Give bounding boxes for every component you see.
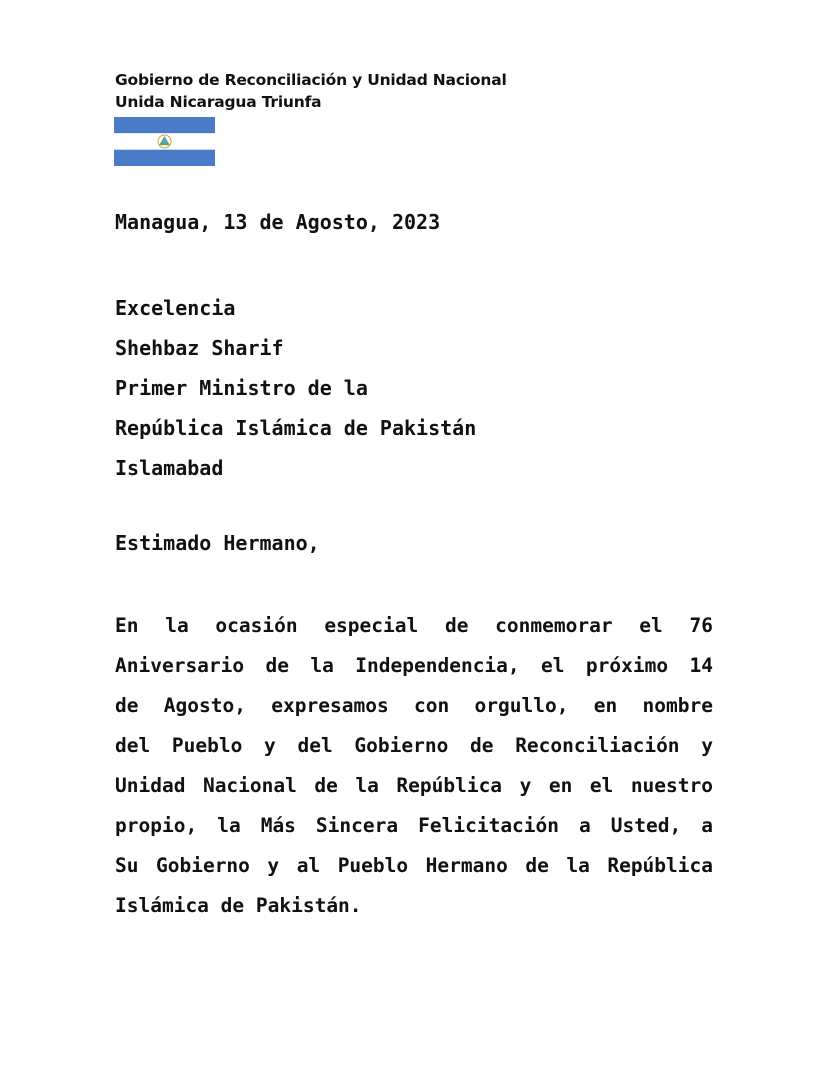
body-line: Unidad Nacional de la República y en el nuestro: [115, 774, 713, 797]
body-line: En la ocasión especial de conmemorar el 76: [115, 614, 713, 637]
address-line: Shehbaz Sharif: [115, 336, 284, 360]
letterhead-slogan: Unida Nicaragua Triunfa: [115, 93, 322, 111]
body-line: Su Gobierno y al Pueblo Hermano de la República: [115, 854, 713, 877]
nicaragua-flag-icon: [114, 117, 215, 166]
body-line: del Pueblo y del Gobierno de Reconciliación y: [115, 734, 713, 757]
recipient-address: [115, 288, 713, 488]
address-line: Islamabad: [115, 456, 224, 480]
salutation: Estimado Hermano,: [115, 531, 320, 555]
address-line: Primer Ministro de la: [115, 376, 368, 400]
body-line: de Agosto, expresamos con orgullo, en nombre: [115, 694, 713, 717]
body-line: Islámica de Pakistán.: [115, 894, 362, 917]
body-line: Aniversario de la Independencia, el próximo 14: [115, 654, 713, 677]
letter-date: Managua, 13 de Agosto, 2023: [115, 210, 441, 234]
letterhead-government-name: Gobierno de Reconciliación y Unidad Nacional: [115, 71, 507, 89]
address-line: República Islámica de Pakistán: [115, 416, 477, 440]
letterhead: [115, 69, 507, 113]
address-line: Excelencia: [115, 296, 236, 320]
body-line: propio, la Más Sincera Felicitación a Usted, a: [115, 814, 713, 837]
letter-body: [115, 606, 713, 926]
